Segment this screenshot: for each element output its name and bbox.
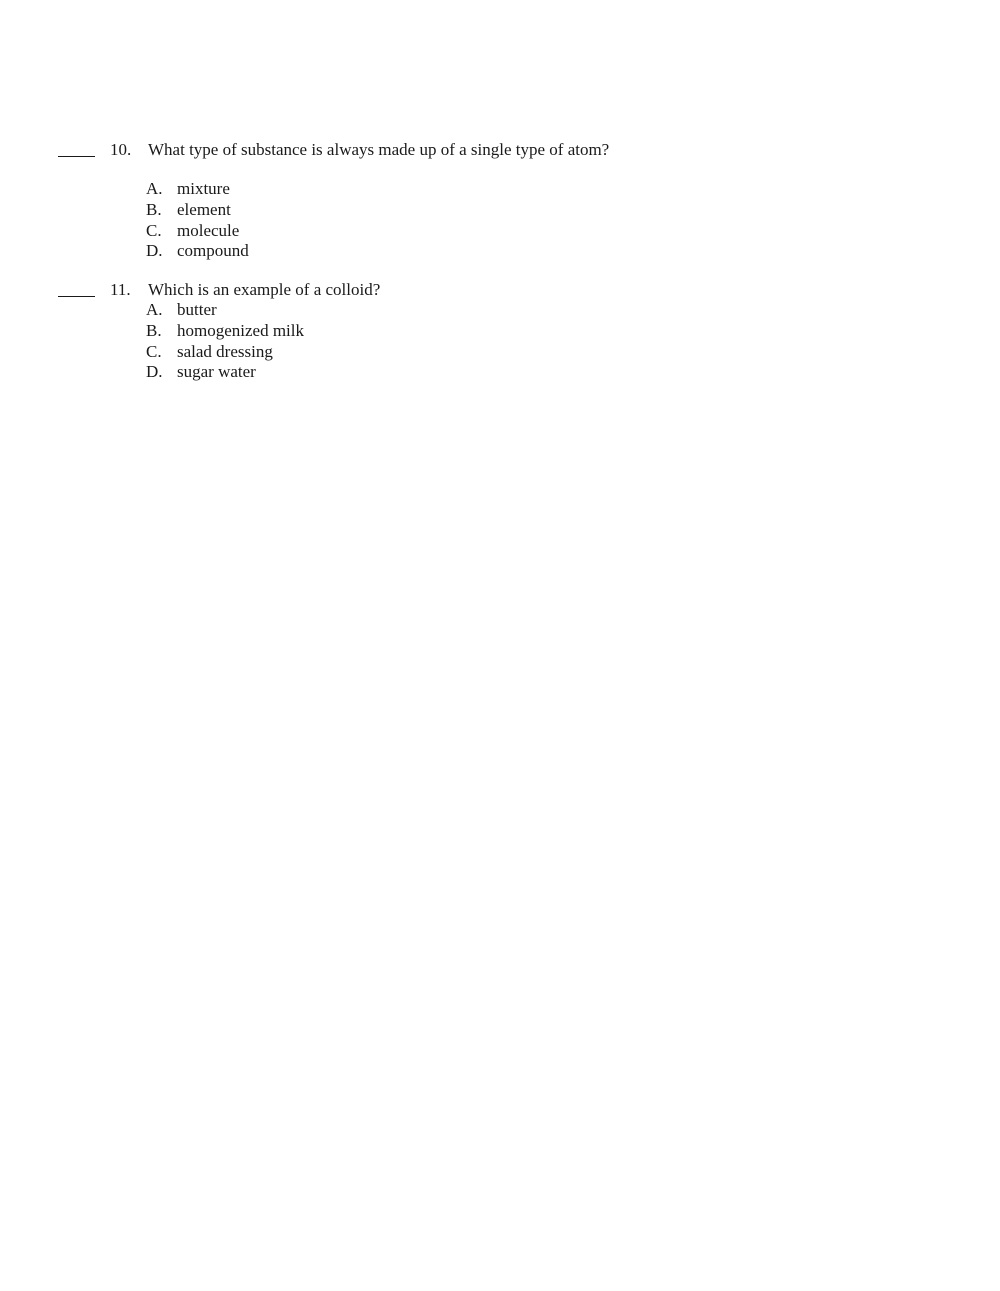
choice-text: salad dressing bbox=[177, 341, 273, 361]
choice-letter: B. bbox=[146, 320, 162, 340]
question-number: 11. bbox=[110, 280, 131, 299]
choice-letter: C. bbox=[146, 220, 162, 240]
choice-letter: D. bbox=[146, 241, 163, 261]
choice-d bbox=[0, 362, 1000, 383]
choice-text: element bbox=[177, 199, 231, 219]
choice-b bbox=[0, 200, 1000, 221]
choice-letter: A. bbox=[146, 300, 163, 319]
choice-text: mixture bbox=[177, 179, 230, 198]
choice-text: homogenized milk bbox=[177, 320, 305, 340]
choice-letter: B. bbox=[146, 199, 162, 219]
choice-d bbox=[0, 241, 1000, 262]
choice-c bbox=[0, 221, 1000, 242]
question-text: Which is an example of a colloid? bbox=[148, 280, 381, 299]
choice-a bbox=[0, 300, 1000, 321]
choice-text: sugar water bbox=[177, 362, 256, 382]
choice-a bbox=[0, 179, 1000, 200]
answer-blank-10[interactable] bbox=[58, 139, 95, 161]
choice-text: butter bbox=[177, 300, 217, 319]
choice-list bbox=[0, 300, 1000, 383]
question-text: What type of substance is always made up of a single type of atom? bbox=[148, 140, 610, 159]
choice-text: compound bbox=[177, 241, 249, 261]
question-number: 10. bbox=[110, 140, 132, 159]
choice-letter: A. bbox=[146, 179, 163, 198]
choice-text: molecule bbox=[177, 220, 240, 240]
choice-b bbox=[0, 321, 1000, 342]
choice-list bbox=[0, 179, 1000, 262]
choice-letter: C. bbox=[146, 341, 162, 361]
choice-c bbox=[0, 342, 1000, 363]
choice-letter: D. bbox=[146, 362, 163, 382]
answer-blank-11[interactable] bbox=[58, 279, 95, 301]
